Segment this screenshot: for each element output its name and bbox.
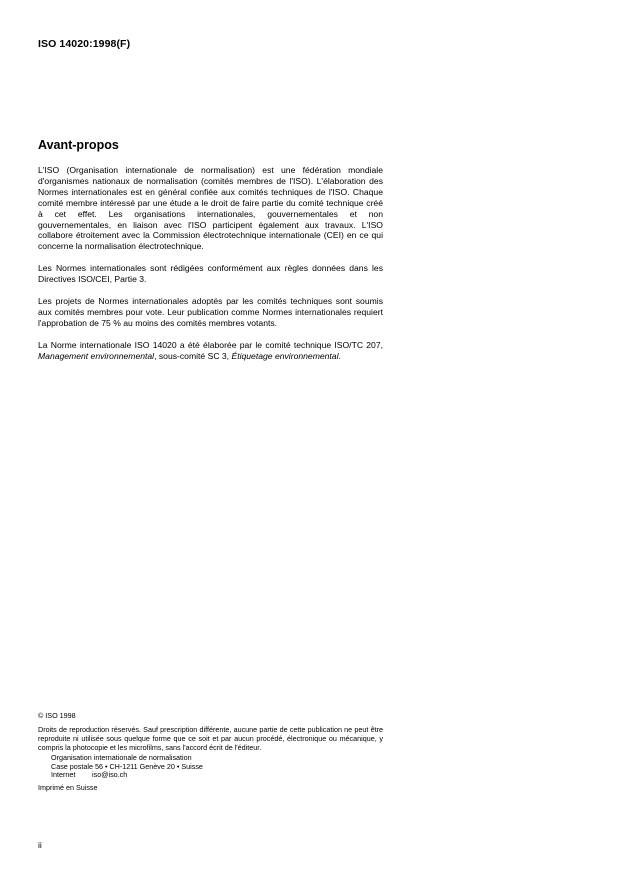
org-name: Organisation internationale de normalisation: [51, 753, 192, 762]
section-title: Avant-propos: [38, 138, 119, 152]
paragraph-voting: Les projets de Normes internationales adoptés par les comités techniques sont soumis aux comités membres pour vote. Leur publication comme Normes internationales requiert l'approbation de 75 % au moins des comités membres votants.: [38, 296, 383, 328]
paragraph-committee: [38, 340, 383, 362]
paragraph-directives: Les Normes internationales sont rédigées conformément aux règles données dans les Directives ISO/CEI, Partie 3.: [38, 263, 383, 285]
rights-statement: Droits de reproduction réservés. Sauf prescription différente, aucune partie de cette publication ne peut être reproduite ni utilisée sous quelque forme que ce soit et par aucun procédé, électronique ou mécanique, y compris la photocopie et les microfilms, sans l'accord écrit de l'éditeur.: [38, 725, 383, 752]
copyright-block: [38, 711, 383, 792]
postal-address: Case postale 56 • CH-1211 Genève 20 • Suisse: [51, 761, 203, 771]
committee-title: Management environnemental: [38, 350, 155, 361]
committee-intro: La Norme internationale ISO 14020 a été élaborée par le comité technique ISO/TC 207,: [38, 339, 383, 350]
committee-middle: , sous-comité SC 3,: [154, 350, 232, 361]
page-number: ii: [38, 840, 42, 850]
copyright-notice: © ISO 1998: [38, 711, 76, 720]
subcommittee-title: Étiquetage environnemental: [231, 350, 339, 361]
standard-designation: ISO 14020:1998(F): [38, 38, 131, 50]
paragraph-iso-description: L'ISO (Organisation internationale de normalisation) est une fédération mondiale d'organismes nationaux de normalisation (comités membres de l'ISO). L'élaboration des Normes internationales est en général confiée aux comités techniques de l'ISO. Chaque comité membre intéressé par une étude a le droit de faire partie du comité technique créé à cet effet. Les organisations internationales, gouvernementales et non gouvernementales, en liaison avec l'ISO participent également aux travaux. L'ISO collabore étroitement avec la Commission électrotechnique internationale (CEI) en ce qui concerne la normalisation électrotechnique.: [38, 165, 383, 252]
internet-label: Internet: [51, 770, 76, 780]
foreword-body: [38, 165, 383, 373]
printed-in: Imprimé en Suisse: [38, 782, 98, 792]
internet-line: [51, 771, 383, 780]
publisher-address: [51, 754, 383, 780]
internet-email: iso@iso.ch: [92, 770, 128, 780]
committee-end: .: [338, 350, 341, 361]
